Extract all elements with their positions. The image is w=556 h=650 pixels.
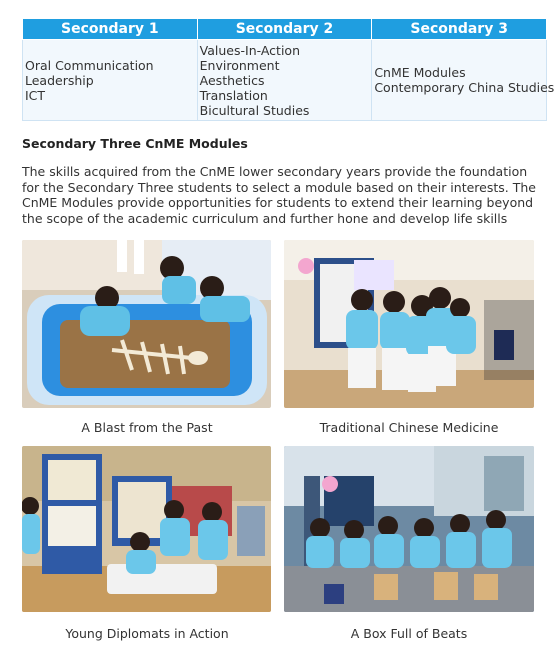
table-row <box>23 40 547 121</box>
photo-a-box-full-of-beats <box>284 446 534 612</box>
cell-secondary-3 <box>372 40 555 121</box>
photo-young-diplomats-in-action <box>22 446 271 612</box>
photo-traditional-chinese-medicine <box>284 240 534 408</box>
cell-secondary-1 <box>23 40 198 121</box>
list-item: Translation <box>199 87 268 103</box>
subjects-table <box>22 18 555 121</box>
intro-paragraph: The skills acquired from the CnME lower secondary years provide the foundation for the Secondary Three students to select a module based on their interests. The CnME Modules provide opportunities for students to extend their learning beyond the scope of the academic curriculum and further hone and develop life skills <box>22 164 536 226</box>
cell-secondary-2 <box>197 40 372 121</box>
list-item: ICT <box>25 87 46 103</box>
header-secondary-3: Secondary 3 <box>372 19 547 40</box>
photo-blast-from-the-past <box>22 240 271 408</box>
caption-blast-from-the-past: A Blast from the Past <box>81 420 213 435</box>
caption-traditional-chinese-medicine: Traditional Chinese Medicine <box>319 420 499 435</box>
list-item: Leadership <box>25 72 94 88</box>
caption-young-diplomats-in-action: Young Diplomats in Action <box>65 626 229 641</box>
header-secondary-2: Secondary 2 <box>197 19 372 40</box>
list-item: Values-In-Action <box>199 42 300 58</box>
table-header-row <box>23 19 547 40</box>
header-secondary-1: Secondary 1 <box>23 19 198 40</box>
section-heading: Secondary Three CnME Modules <box>22 136 248 151</box>
list-item: Contemporary China Studies <box>374 80 555 95</box>
list-item: CnME Modules <box>374 65 466 80</box>
list-item: Environment <box>199 57 280 73</box>
caption-a-box-full-of-beats: A Box Full of Beats <box>350 626 468 641</box>
list-item: Aesthetics <box>199 72 265 88</box>
list-item: Oral Communication <box>25 57 154 73</box>
list-item: Bicultural Studies <box>199 102 310 118</box>
